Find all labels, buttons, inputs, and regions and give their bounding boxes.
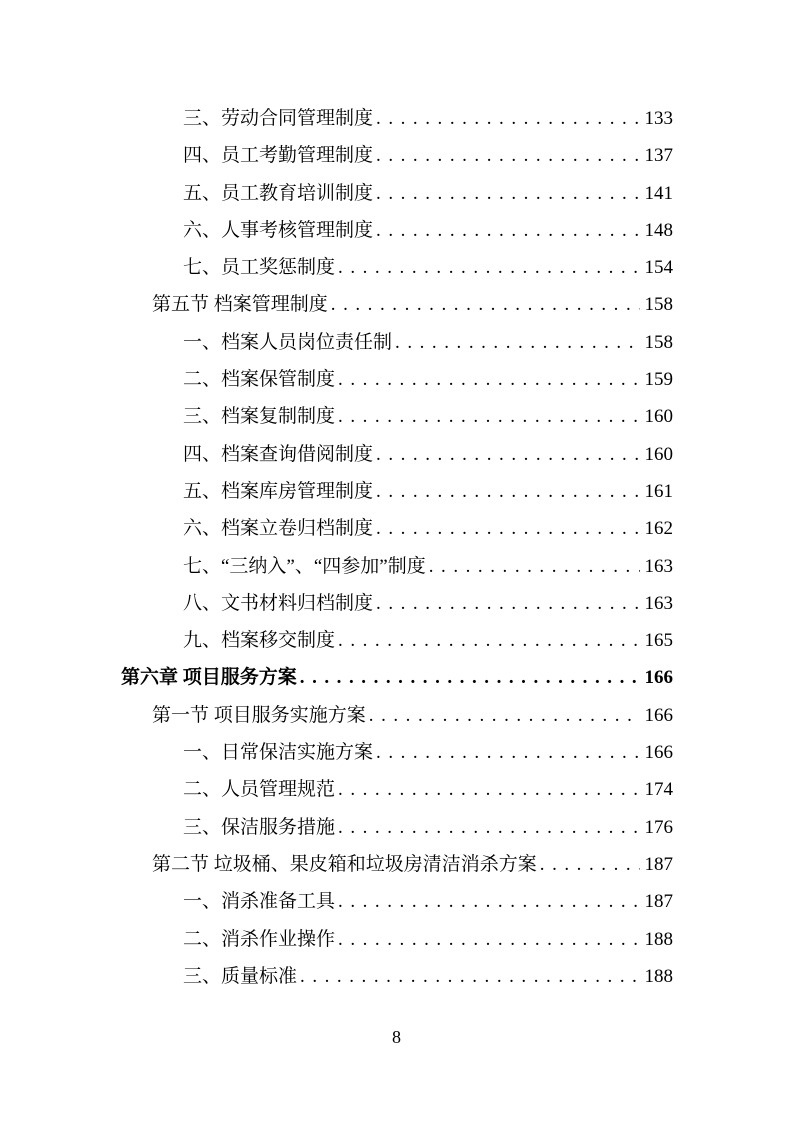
toc-entry-page: 166 <box>644 667 673 689</box>
toc-entry-page: 163 <box>644 592 673 614</box>
toc-entry-label: 第一节 项目服务实施方案 <box>152 704 366 726</box>
toc-entry-page: 159 <box>644 369 673 391</box>
toc-entry-page: 165 <box>644 630 673 652</box>
page-number: 8 <box>392 1027 401 1047</box>
toc-entry-label: 九、档案移交制度 <box>183 630 336 652</box>
toc-entry[interactable] <box>121 100 673 137</box>
toc-leader-dots <box>335 249 639 286</box>
table-of-contents <box>121 100 673 995</box>
toc-entry-label: 一、档案人员岗位责任制 <box>183 331 393 353</box>
toc-entry-label: 一、日常保洁实施方案 <box>183 742 374 764</box>
toc-entry-label: 第六章 项目服务方案 <box>121 667 297 689</box>
toc-entry-label: 四、档案查询借阅制度 <box>183 443 374 465</box>
toc-leader-dots <box>392 324 639 361</box>
toc-entry[interactable] <box>121 286 673 323</box>
toc-entry[interactable] <box>121 510 673 547</box>
toc-entry-label: 第五节 档案管理制度 <box>152 294 328 316</box>
toc-leader-dots <box>537 846 640 883</box>
toc-entry-label: 三、档案复制制度 <box>183 406 336 428</box>
toc-entry-label: 六、人事考核管理制度 <box>183 219 374 241</box>
toc-entry[interactable] <box>121 473 673 510</box>
toc-entry-page: 137 <box>644 145 673 167</box>
toc-leader-dots <box>335 921 639 958</box>
toc-entry[interactable] <box>121 734 673 771</box>
toc-leader-dots <box>297 659 640 696</box>
toc-entry[interactable] <box>121 398 673 435</box>
toc-entry-label: 五、档案库房管理制度 <box>183 480 374 502</box>
toc-entry-label: 一、消杀准备工具 <box>183 891 336 913</box>
toc-entry[interactable] <box>121 548 673 585</box>
toc-leader-dots <box>373 100 639 137</box>
toc-entry-label: 三、劳动合同管理制度 <box>183 108 374 129</box>
toc-leader-dots <box>373 734 639 771</box>
toc-leader-dots <box>373 175 639 212</box>
toc-leader-dots <box>335 809 639 846</box>
toc-entry-page: 133 <box>644 108 673 129</box>
toc-entry-label: 三、质量标准 <box>183 965 298 987</box>
toc-leader-dots <box>335 771 639 808</box>
toc-leader-dots <box>335 883 639 920</box>
toc-leader-dots <box>335 398 639 435</box>
toc-entry[interactable] <box>121 771 673 808</box>
toc-entry[interactable] <box>121 324 673 361</box>
toc-entry-page: 141 <box>644 182 673 204</box>
toc-entry-label: 四、员工考勤管理制度 <box>183 145 374 167</box>
toc-leader-dots <box>373 212 639 249</box>
toc-entry[interactable] <box>121 921 673 958</box>
toc-entry-page: 174 <box>644 779 673 801</box>
toc-entry[interactable] <box>121 436 673 473</box>
toc-leader-dots <box>366 697 640 734</box>
toc-entry[interactable] <box>121 809 673 846</box>
toc-entry-page: 163 <box>644 555 673 577</box>
toc-entry-page: 166 <box>644 742 673 764</box>
toc-entry-page: 154 <box>644 257 673 279</box>
toc-entry-page: 162 <box>644 518 673 540</box>
toc-entry[interactable] <box>121 361 673 398</box>
toc-entry-label: 三、保洁服务措施 <box>183 816 336 838</box>
toc-entry-page: 161 <box>644 480 673 502</box>
toc-leader-dots <box>373 137 639 174</box>
toc-entry-label: 七、“三纳入”、“四参加”制度 <box>183 555 426 577</box>
toc-entry[interactable] <box>121 846 673 883</box>
toc-entry[interactable] <box>121 697 673 734</box>
toc-entry-label: 八、文书材料归档制度 <box>183 592 374 614</box>
toc-entry-page: 187 <box>644 891 673 913</box>
toc-leader-dots <box>328 286 640 323</box>
toc-entry-label: 第二节 垃圾桶、果皮箱和垃圾房清洁消杀方案 <box>152 853 537 875</box>
toc-entry-label: 七、员工奖惩制度 <box>183 257 336 279</box>
toc-leader-dots <box>373 510 639 547</box>
toc-entry-page: 187 <box>644 853 673 875</box>
toc-entry-page: 166 <box>644 704 673 726</box>
toc-entry-page: 160 <box>644 443 673 465</box>
toc-entry-label: 六、档案立卷归档制度 <box>183 518 374 540</box>
toc-entry-page: 188 <box>644 965 673 987</box>
toc-leader-dots <box>373 436 639 473</box>
toc-entry[interactable] <box>121 883 673 920</box>
toc-entry[interactable] <box>121 175 673 212</box>
toc-entry[interactable] <box>121 249 673 286</box>
toc-entry-page: 158 <box>644 294 673 316</box>
toc-entry-label: 二、档案保管制度 <box>183 369 336 391</box>
toc-leader-dots <box>335 361 639 398</box>
toc-entry[interactable] <box>121 958 673 995</box>
toc-entry-page: 160 <box>644 406 673 428</box>
toc-leader-dots <box>335 622 639 659</box>
toc-entry[interactable] <box>121 585 673 622</box>
toc-entry-label: 五、员工教育培训制度 <box>183 182 374 204</box>
toc-entry-page: 176 <box>644 816 673 838</box>
toc-entry-label: 二、消杀作业操作 <box>183 928 336 950</box>
toc-entry-page: 188 <box>644 928 673 950</box>
toc-leader-dots <box>297 958 639 995</box>
toc-entry[interactable] <box>121 659 673 696</box>
toc-leader-dots <box>373 585 639 622</box>
toc-entry[interactable] <box>121 212 673 249</box>
toc-leader-dots <box>373 473 639 510</box>
toc-entry[interactable] <box>121 622 673 659</box>
toc-entry-page: 148 <box>644 219 673 241</box>
toc-entry-page: 158 <box>644 331 673 353</box>
toc-entry[interactable] <box>121 137 673 174</box>
toc-entry-label: 二、人员管理规范 <box>183 779 336 801</box>
toc-leader-dots <box>426 548 640 585</box>
